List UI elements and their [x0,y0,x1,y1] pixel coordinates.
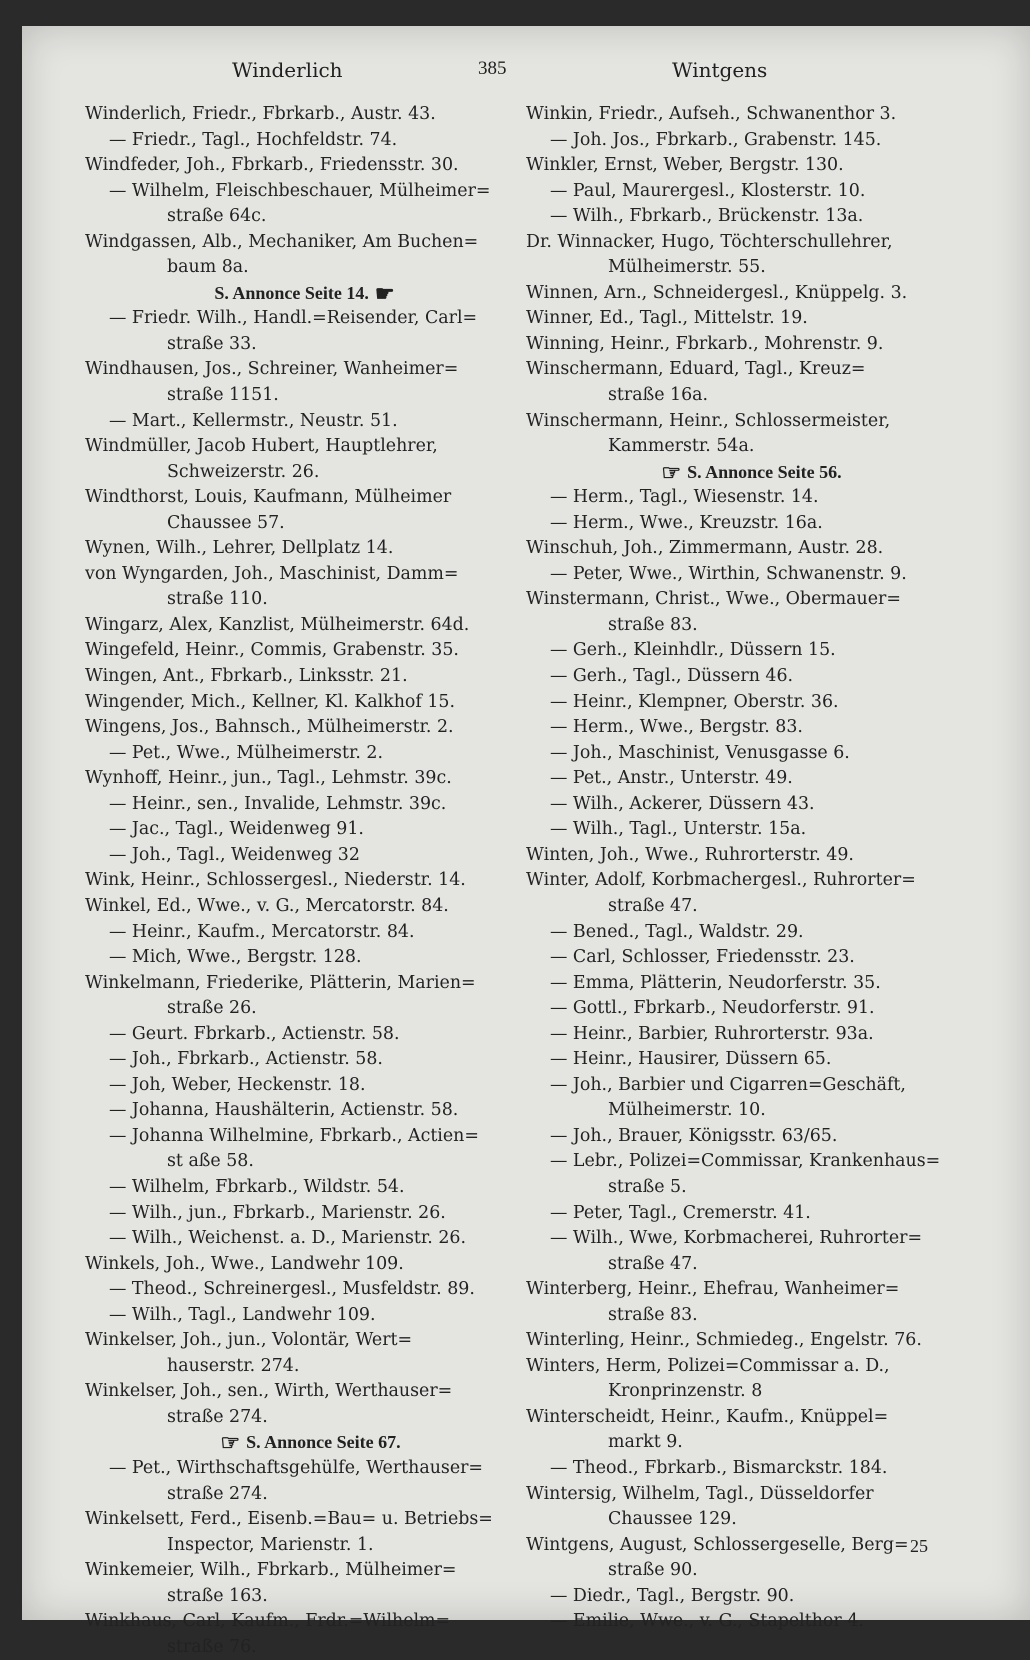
entry-text: — Joh., Maschinist, Venusgasse 6. [550,742,850,763]
entry-text: straße 83. [608,614,698,635]
directory-line [85,1405,530,1431]
directory-line [526,1022,971,1048]
entry-text: straße 16a. [608,385,709,406]
directory-line [85,1201,530,1227]
directory-line [85,996,530,1022]
entry-text: — Friedr., Tagl., Hochfeldstr. 74. [109,129,398,150]
directory-line [85,920,530,946]
directory-line [526,741,971,767]
header-right-word: Wintgens [672,58,768,82]
directory-line [526,1609,971,1635]
entry-text: — Wilh., Wwe, Korbmacherei, Ruhrorter= [550,1228,923,1249]
entry-text: — Theod., Fbrkarb., Bismarckstr. 184. [550,1457,888,1478]
directory-line [526,1558,971,1584]
directory-line [526,792,971,818]
entry-text: Schweizerstr. 26. [167,461,320,482]
directory-line [85,1456,530,1482]
entry-text: straße 90. [608,1560,698,1581]
directory-line [526,1252,971,1278]
entry-text: von Wyngarden, Joh., Maschinist, Damm= [85,563,459,584]
entry-text: Dr. Winnacker, Hugo, Töchterschullehrer, [526,231,893,252]
directory-line [85,536,530,562]
entry-text: Winkler, Ernst, Weber, Bergstr. 130. [526,155,844,176]
directory-line [526,945,971,971]
directory-line [85,1098,530,1124]
entry-text: Wintersig, Wilhelm, Tagl., Düsseldorfer [526,1483,874,1504]
directory-line [85,230,530,256]
directory-line [526,1098,971,1124]
directory-line [85,1149,530,1175]
directory-line [526,332,971,358]
directory-line [526,1354,971,1380]
directory-line [85,434,530,460]
directory-line [526,1149,971,1175]
entry-text: — Heinr., sen., Invalide, Lehmstr. 39c. [109,793,447,814]
entry-text: — Diedr., Tagl., Bergstr. 90. [550,1585,795,1606]
entry-text: Wintgens, August, Schlossergeselle, Berg= [526,1534,909,1555]
entry-text: — Geurt. Fbrkarb., Actienstr. 58. [109,1023,400,1044]
directory-line [526,536,971,562]
entry-text: — Gottl., Fbrkarb., Neudorferstr. 91. [550,998,875,1019]
directory-line [526,485,971,511]
directory-line [85,255,530,281]
directory-line [85,664,530,690]
directory-line [85,1175,530,1201]
entry-text: — Joh., Brauer, Königsstr. 63/65. [550,1125,838,1146]
entry-text: Winkelser, Joh., sen., Wirth, Werthauser= [85,1381,453,1402]
entry-text: — Theod., Schreinergesl., Musfeldstr. 89. [109,1279,475,1300]
directory-line [85,971,530,997]
directory-line [526,128,971,154]
entry-text: — Joh., Fbrkarb., Actienstr. 58. [109,1049,383,1070]
entry-text: Windgassen, Alb., Mechaniker, Am Buchen= [85,231,479,252]
directory-line [526,1430,971,1456]
entry-text: S. Annonce Seite 14. [214,282,369,303]
directory-line [526,1073,971,1099]
entry-text: — Emilie, Wwe., v. G., Stapelthor 4. [550,1611,864,1632]
entry-text: Wingen, Ant., Fbrkarb., Linksstr. 21. [85,666,408,687]
entry-text: — Peter, Tagl., Cremerstr. 41. [550,1202,811,1223]
entry-text: — Jac., Tagl., Weidenweg 91. [109,819,364,840]
directory-line [526,357,971,383]
entry-text: Windhausen, Jos., Schreiner, Wanheimer= [85,359,459,380]
footer-page-number: 25 [910,1536,928,1556]
entry-text: — Wilh., Weichenst. a. D., Marienstr. 26. [109,1228,467,1249]
directory-line [526,613,971,639]
entry-text: Chaussee 129. [608,1509,737,1530]
directory-line [526,153,971,179]
directory-line [85,485,530,511]
directory-line [85,868,530,894]
entry-text: — Wilhelm, Fbrkarb., Wildstr. 54. [109,1176,405,1197]
entry-text: — Pet., Wirthschaftsgehülfe, Werthauser= [109,1457,484,1478]
directory-line [85,383,530,409]
entry-text: Winkelsett, Ferd., Eisenb.=Bau= u. Betriebs= [85,1509,493,1530]
directory-line [85,792,530,818]
entry-text: Winten, Joh., Wwe., Ruhrorterstr. 49. [526,844,854,865]
entry-text: Winkhaus, Carl, Kaufm., Frdr.=Wilhelm= [85,1611,451,1632]
directory-line [85,1584,530,1610]
entry-text: — Pet., Anstr., Unterstr. 49. [550,768,793,789]
directory-line [526,1507,971,1533]
directory-line [526,766,971,792]
directory-line [526,306,971,332]
directory-line [526,1584,971,1610]
entry-text: — Paul, Maurergesl., Klosterstr. 10. [550,180,866,201]
entry-text: straße 274. [167,1483,268,1504]
entry-text: — Gerh., Tagl., Düssern 46. [550,666,794,687]
left-column [85,102,530,1660]
directory-line [85,1252,530,1278]
entry-text: — Mich, Wwe., Bergstr. 128. [109,947,362,968]
directory-line [85,613,530,639]
entry-text: — Johanna Wilhelmine, Fbrkarb., Actien= [109,1125,479,1146]
entry-text: Winstermann, Christ., Wwe., Obermauer= [526,589,901,610]
entry-text: Winter, Adolf, Korbmachergesl., Ruhrorter= [526,870,916,891]
directory-line [526,1456,971,1482]
entry-text: — Peter, Wwe., Wirthin, Schwanenstr. 9. [550,563,907,584]
page-header [22,44,1030,84]
directory-line [85,153,530,179]
entry-text: Mülheimerstr. 10. [608,1100,766,1121]
directory-line [85,1277,530,1303]
directory-line [85,460,530,486]
entry-text: — Heinr., Hausirer, Düssern 65. [550,1049,832,1070]
entry-text: Wink, Heinr., Schlossergesl., Niederstr. 14. [85,870,466,891]
entry-text: straße 64c. [167,206,267,227]
entry-text: — Emma, Plätterin, Neudorferstr. 35. [550,972,881,993]
entry-text: Winkelmann, Friederike, Plätterin, Marien= [85,972,476,993]
directory-line [85,690,530,716]
pointing-hand-icon: ☞ [661,459,682,485]
entry-text: straße 76. [167,1636,257,1657]
entry-text: straße 1151. [167,385,279,406]
entry-text: Winderlich, Friedr., Fbrkarb., Austr. 43. [85,104,436,124]
directory-line [85,1124,530,1150]
entry-text: — Herm., Wwe., Kreuzstr. 16a. [550,512,823,533]
entry-text: — Lebr., Polizei=Commissar, Krankenhaus= [550,1151,941,1172]
directory-line [85,1635,530,1660]
directory-line [526,843,971,869]
directory-line [526,204,971,230]
entry-text: Winkels, Joh., Wwe., Landwehr 109. [85,1253,404,1274]
entry-text: straße 163. [167,1585,268,1606]
entry-text: Windthorst, Louis, Kaufmann, Mülheimer [85,487,452,508]
entry-text: — Pet., Wwe., Mülheimerstr. 2. [109,742,384,763]
entry-text: — Wilh., Ackerer, Düssern 43. [550,793,815,814]
directory-line [526,868,971,894]
entry-text: — Wilh., Fbrkarb., Brückenstr. 13a. [550,206,864,227]
directory-line [526,1124,971,1150]
directory-line [85,587,530,613]
entry-text: Wynen, Wilh., Lehrer, Dellplatz 14. [85,538,394,559]
entry-text: straße 83. [608,1304,698,1325]
entry-text: — Joh., Tagl., Weidenweg 32 [109,844,360,865]
entry-text: — Wilh., jun., Fbrkarb., Marienstr. 26. [109,1202,446,1223]
entry-text: Winner, Ed., Tagl., Mittelstr. 19. [526,308,808,329]
directory-line [85,1354,530,1380]
entry-text: Winters, Herm, Polizei=Commissar a. D., [526,1355,890,1376]
directory-line [85,1328,530,1354]
directory-line [526,1303,971,1329]
entry-text: Winterscheidt, Heinr., Kaufm., Knüppel= [526,1406,889,1427]
entry-text: Winterling, Heinr., Schmiedeg., Engelstr. 76. [526,1330,922,1351]
entry-text: Winkemeier, Wilh., Fbrkarb., Mülheimer= [85,1560,457,1581]
directory-line [85,1303,530,1329]
directory-line [85,817,530,843]
entry-text: — Friedr. Wilh., Handl.=Reisender, Carl= [109,308,478,329]
directory-line [526,920,971,946]
entry-text: — Joh., Barbier und Cigarren=Geschäft, [550,1074,906,1095]
directory-line [526,638,971,664]
directory-line [526,1405,971,1431]
directory-line [85,1379,530,1405]
directory-line [85,102,530,128]
directory-line [85,409,530,435]
entry-text: Winschermann, Heinr., Schlossermeister, [526,410,891,431]
entry-text: Winschuh, Joh., Zimmermann, Austr. 28. [526,538,884,559]
entry-text: — Joh, Weber, Heckenstr. 18. [109,1074,366,1095]
directory-line [526,1379,971,1405]
entry-text: Kammerstr. 54a. [608,436,755,457]
directory-line [85,128,530,154]
annonce-reference [85,281,530,307]
directory-line [526,383,971,409]
entry-text: Winnen, Arn., Schneidergesl., Knüppelg. 3. [526,282,908,303]
header-page-number: 385 [478,58,507,79]
directory-line [526,664,971,690]
directory-line [85,1047,530,1073]
entry-text: hauserstr. 274. [167,1355,300,1376]
directory-line [526,1047,971,1073]
header-left-word: Winderlich [232,58,343,82]
pointing-hand-icon: ☛ [374,280,395,306]
entry-text: — Heinr., Barbier, Ruhrorterstr. 93a. [550,1023,874,1044]
directory-line [526,102,971,128]
entry-text: Windfeder, Joh., Fbrkarb., Friedensstr. 30. [85,155,459,176]
entry-text: Winkelser, Joh., jun., Volontär, Wert= [85,1330,413,1351]
entry-text: straße 5. [608,1176,687,1197]
entry-text: Winkin, Friedr., Aufseh., Schwanenthor 3. [526,104,897,124]
entry-text: Winterberg, Heinr., Ehefrau, Wanheimer= [526,1279,900,1300]
directory-line [526,511,971,537]
right-column [526,102,971,1635]
directory-line [526,179,971,205]
directory-line [85,179,530,205]
directory-line [85,843,530,869]
directory-line [526,434,971,460]
directory-line [526,690,971,716]
entry-text: straße 33. [167,333,257,354]
directory-page [22,26,1030,1657]
entry-text: — Mart., Kellermstr., Neustr. 51. [109,410,398,431]
directory-line [85,945,530,971]
directory-line [85,1533,530,1559]
directory-line [526,255,971,281]
directory-line [85,638,530,664]
directory-line [85,1558,530,1584]
directory-line [85,715,530,741]
directory-line [85,306,530,332]
directory-line [526,1533,971,1559]
directory-line [85,511,530,537]
directory-line [85,562,530,588]
directory-line [526,817,971,843]
directory-line [85,332,530,358]
directory-line [526,587,971,613]
entry-text: Kronprinzenstr. 8 [608,1381,763,1402]
entry-text: — Herm., Tagl., Wiesenstr. 14. [550,487,819,508]
entry-text: — Bened., Tagl., Waldstr. 29. [550,921,804,942]
entry-text: Winkel, Ed., Wwe., v. G., Mercatorstr. 84. [85,895,449,916]
entry-text: — Heinr., Kaufm., Mercatorstr. 84. [109,921,415,942]
directory-line [526,1226,971,1252]
entry-text: st aße 58. [167,1151,254,1172]
directory-line [85,1609,530,1635]
directory-line [85,1073,530,1099]
directory-line [526,894,971,920]
directory-line [526,409,971,435]
entry-text: — Gerh., Kleinhdlr., Düssern 15. [550,640,836,661]
pointing-hand-icon: ☞ [220,1430,241,1456]
entry-text: Winschermann, Eduard, Tagl., Kreuz= [526,359,866,380]
entry-text: Wingefeld, Heinr., Commis, Grabenstr. 35. [85,640,459,661]
directory-line [526,715,971,741]
entry-text: straße 26. [167,998,257,1019]
entry-text: straße 274. [167,1406,268,1427]
directory-line [526,996,971,1022]
entry-text: Wingender, Mich., Kellner, Kl. Kalkhof 15. [85,691,455,712]
entry-text: baum 8a. [167,257,249,278]
entry-text: S. Annonce Seite 56. [687,461,842,482]
entry-text: — Heinr., Klempner, Oberstr. 36. [550,691,839,712]
entry-text: Wingarz, Alex, Kanzlist, Mülheimerstr. 64d. [85,614,470,635]
directory-line [85,1226,530,1252]
entry-text: Windmüller, Jacob Hubert, Hauptlehrer, [85,436,438,457]
directory-line [526,281,971,307]
annonce-reference [526,460,971,486]
directory-line [526,1328,971,1354]
directory-line [526,562,971,588]
entry-text: Wynhoff, Heinr., jun., Tagl., Lehmstr. 39c. [85,768,452,789]
entry-text: — Herm., Wwe., Bergstr. 83. [550,717,803,738]
directory-line [85,894,530,920]
entry-text: — Carl, Schlosser, Friedensstr. 23. [550,947,855,968]
entry-text: — Johanna, Haushälterin, Actienstr. 58. [109,1100,459,1121]
entry-text: Mülheimerstr. 55. [608,257,766,278]
entry-text: — Wilh., Tagl., Landwehr 109. [109,1304,376,1325]
directory-line [526,1201,971,1227]
entry-text: Inspector, Marienstr. 1. [167,1534,374,1555]
directory-line [85,1507,530,1533]
directory-line [85,766,530,792]
directory-line [526,1482,971,1508]
entry-text: Chaussee 57. [167,512,285,533]
entry-text: S. Annonce Seite 67. [246,1432,401,1453]
directory-line [85,204,530,230]
directory-line [85,1022,530,1048]
entry-text: straße 47. [608,1253,698,1274]
directory-line [526,971,971,997]
directory-line [85,357,530,383]
directory-line [526,230,971,256]
entry-text: Wingens, Jos., Bahnsch., Mülheimerstr. 2. [85,717,454,738]
directory-line [85,1482,530,1508]
directory-line [526,1277,971,1303]
directory-line [85,741,530,767]
entry-text: markt 9. [608,1432,683,1453]
entry-text: straße 110. [167,589,268,610]
entry-text: Winning, Heinr., Fbrkarb., Mohrenstr. 9. [526,333,884,354]
annonce-reference [85,1430,530,1456]
entry-text: — Wilhelm, Fleischbeschauer, Mülheimer= [109,180,491,201]
directory-line [526,1175,971,1201]
entry-text: straße 47. [608,895,698,916]
entry-text: — Wilh., Tagl., Unterstr. 15a. [550,819,807,840]
entry-text: — Joh. Jos., Fbrkarb., Grabenstr. 145. [550,129,882,150]
